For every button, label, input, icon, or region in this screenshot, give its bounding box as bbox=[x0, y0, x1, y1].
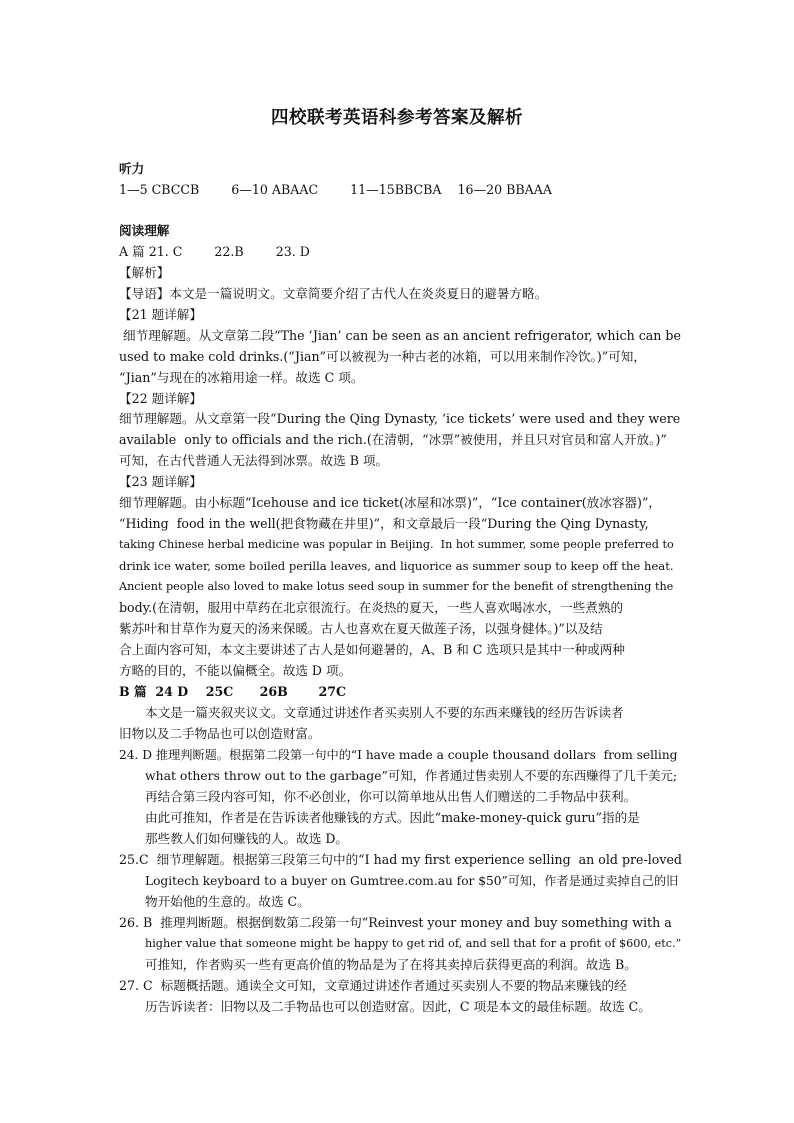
q22-line: 可知，在古代普通人无法得到冰票。故选 B 项。 bbox=[119, 453, 389, 468]
q22-line: 细节理解题。从文章第一段“During the Qing Dynasty, ‘ice tickets’ were used and they were bbox=[119, 411, 681, 426]
q23-line: taking Chinese herbal medicine was popular in Beijing. In hot summer, some people preferred to bbox=[119, 538, 674, 551]
q27-line: 27. C 标题概括题。通读全文可知，文章通过讲述作者通过买卖别人不要的物品来赚钱的经 bbox=[119, 978, 627, 993]
q24-line: 那些教人们如何赚钱的人。故选 D。 bbox=[145, 831, 349, 846]
q23-line: 细节理解题。由小标题“Icehouse and ice ticket(冰屋和冰票)”，“Ice container(放冰容器)”， bbox=[119, 495, 661, 510]
q21-line: “Jian”与现在的冰箱用途一样。故选 C 项。 bbox=[119, 370, 364, 385]
q23-line: 方略的目的，不能以偏概全。故选 D 项。 bbox=[119, 663, 352, 678]
daoyu-text: 【导语】本文是一篇说明文。文章简要介绍了古代人在炎炎夏日的避暑方略。 bbox=[119, 286, 548, 301]
q25-line: 25.C 细节理解题。根据第三段第三句中的“I had my first experience selling an old pre-loved bbox=[119, 852, 682, 867]
page-title: 四校联考英语科参考答案及解析 bbox=[271, 108, 523, 128]
listening-heading: 听力 bbox=[119, 161, 145, 176]
reading-heading: 阅读理解 bbox=[119, 223, 170, 238]
q22-line: available only to officials and the rich.(在清朝，“冰票”被使用，并且只对官员和富人开放。)” bbox=[119, 432, 667, 447]
q23-line: 合上面内容可知，本文主要讲述了古人是如何避暑的，A、B 和 C 选项只是其中一种或两种 bbox=[119, 642, 625, 657]
q23-line: Ancient people also loved to make lotus seed soup in summer for the benefit of strengthening the bbox=[119, 580, 674, 593]
q21-heading: 【21 题详解】 bbox=[119, 307, 202, 322]
q26-line: 可推知，作者购买一些有更高价值的物品是为了在将其卖掉后获得更高的利润。故选 B。 bbox=[145, 957, 637, 972]
q21-line: used to make cold drinks.(“Jian”可以被视为一种古老的冰箱，可以用来制作冷饮。)”可知， bbox=[119, 349, 646, 364]
q24-line: 再结合第三段内容可知，你不必创业，你可以简单地从出售人们赠送的二手物品中获利。 bbox=[145, 789, 637, 804]
q24-line: 由此可推知，作者是在告诉读者他赚钱的方式。因此“make-money-quick guru”指的是 bbox=[145, 810, 640, 825]
passage-b-intro: 本文是一篇夹叙夹议文。文章通过讲述作者买卖别人不要的东西来赚钱的经历告诉读者 bbox=[145, 705, 624, 720]
q23-line: 紫苏叶和甘草作为夏天的汤来保暖。古人也喜欢在夏天做莲子汤，以强身健体。)”以及结 bbox=[119, 621, 603, 636]
q24-line: 24. D 推理判断题。根据第二段第一句中的“I have made a couple thousand dollars from selling bbox=[119, 748, 678, 762]
q21-line: 细节理解题。从文章第二段“The ‘Jian’ can be seen as an ancient refrigerator, which can be bbox=[119, 328, 681, 343]
q26-line: 26. B 推理判断题。根据倒数第二段第一句“Reinvest your money and buy something with a bbox=[119, 915, 672, 930]
jiexi-label: 【解析】 bbox=[119, 265, 170, 280]
q25-line: 物开始他的生意的。故选 C。 bbox=[145, 894, 310, 909]
passage-a-answers: A 篇 21. C 22.B 23. D bbox=[119, 244, 310, 259]
q23-line: drink ice water, some boiled perilla leaves, and liquorice as summer soup to keep off the heat. bbox=[119, 559, 674, 573]
q25-line: Logitech keyboard to a buyer on Gumtree.com.au for $50”可知，作者是通过卖掉自己的旧 bbox=[145, 874, 679, 888]
q27-line: 历告诉读者：旧物以及二手物品也可以创造财富。因此，C 项是本文的最佳标题。故选 C。 bbox=[145, 999, 651, 1014]
passage-b-answers: B 篇 24 D 25C 26B 27C bbox=[119, 684, 347, 699]
q23-heading: 【23 题详解】 bbox=[119, 474, 202, 489]
q26-line: higher value that someone might be happy to get rid of, and sell that for a profit of $600, etc.” bbox=[145, 937, 682, 950]
q24-line: what others throw out to the garbage”可知，作者通过售卖别人不要的东西赚得了几千美元; bbox=[145, 768, 678, 783]
listening-answers: 1—5 CBCCB 6—10 ABAAC 11—15BBCBA 16—20 BBAAA bbox=[119, 182, 552, 197]
passage-b-intro: 旧物以及二手物品也可以创造财富。 bbox=[119, 726, 321, 741]
q22-heading: 【22 题详解】 bbox=[119, 391, 202, 406]
q23-line: body.(在清朝，服用中草药在北京很流行。在炎热的夏天，一些人喜欢喝冰水，一些煮熟的 bbox=[119, 600, 624, 615]
q23-line: “Hiding food in the well(把食物藏在井里)”，和文章最后一段“During the Qing Dynasty, bbox=[119, 516, 649, 531]
